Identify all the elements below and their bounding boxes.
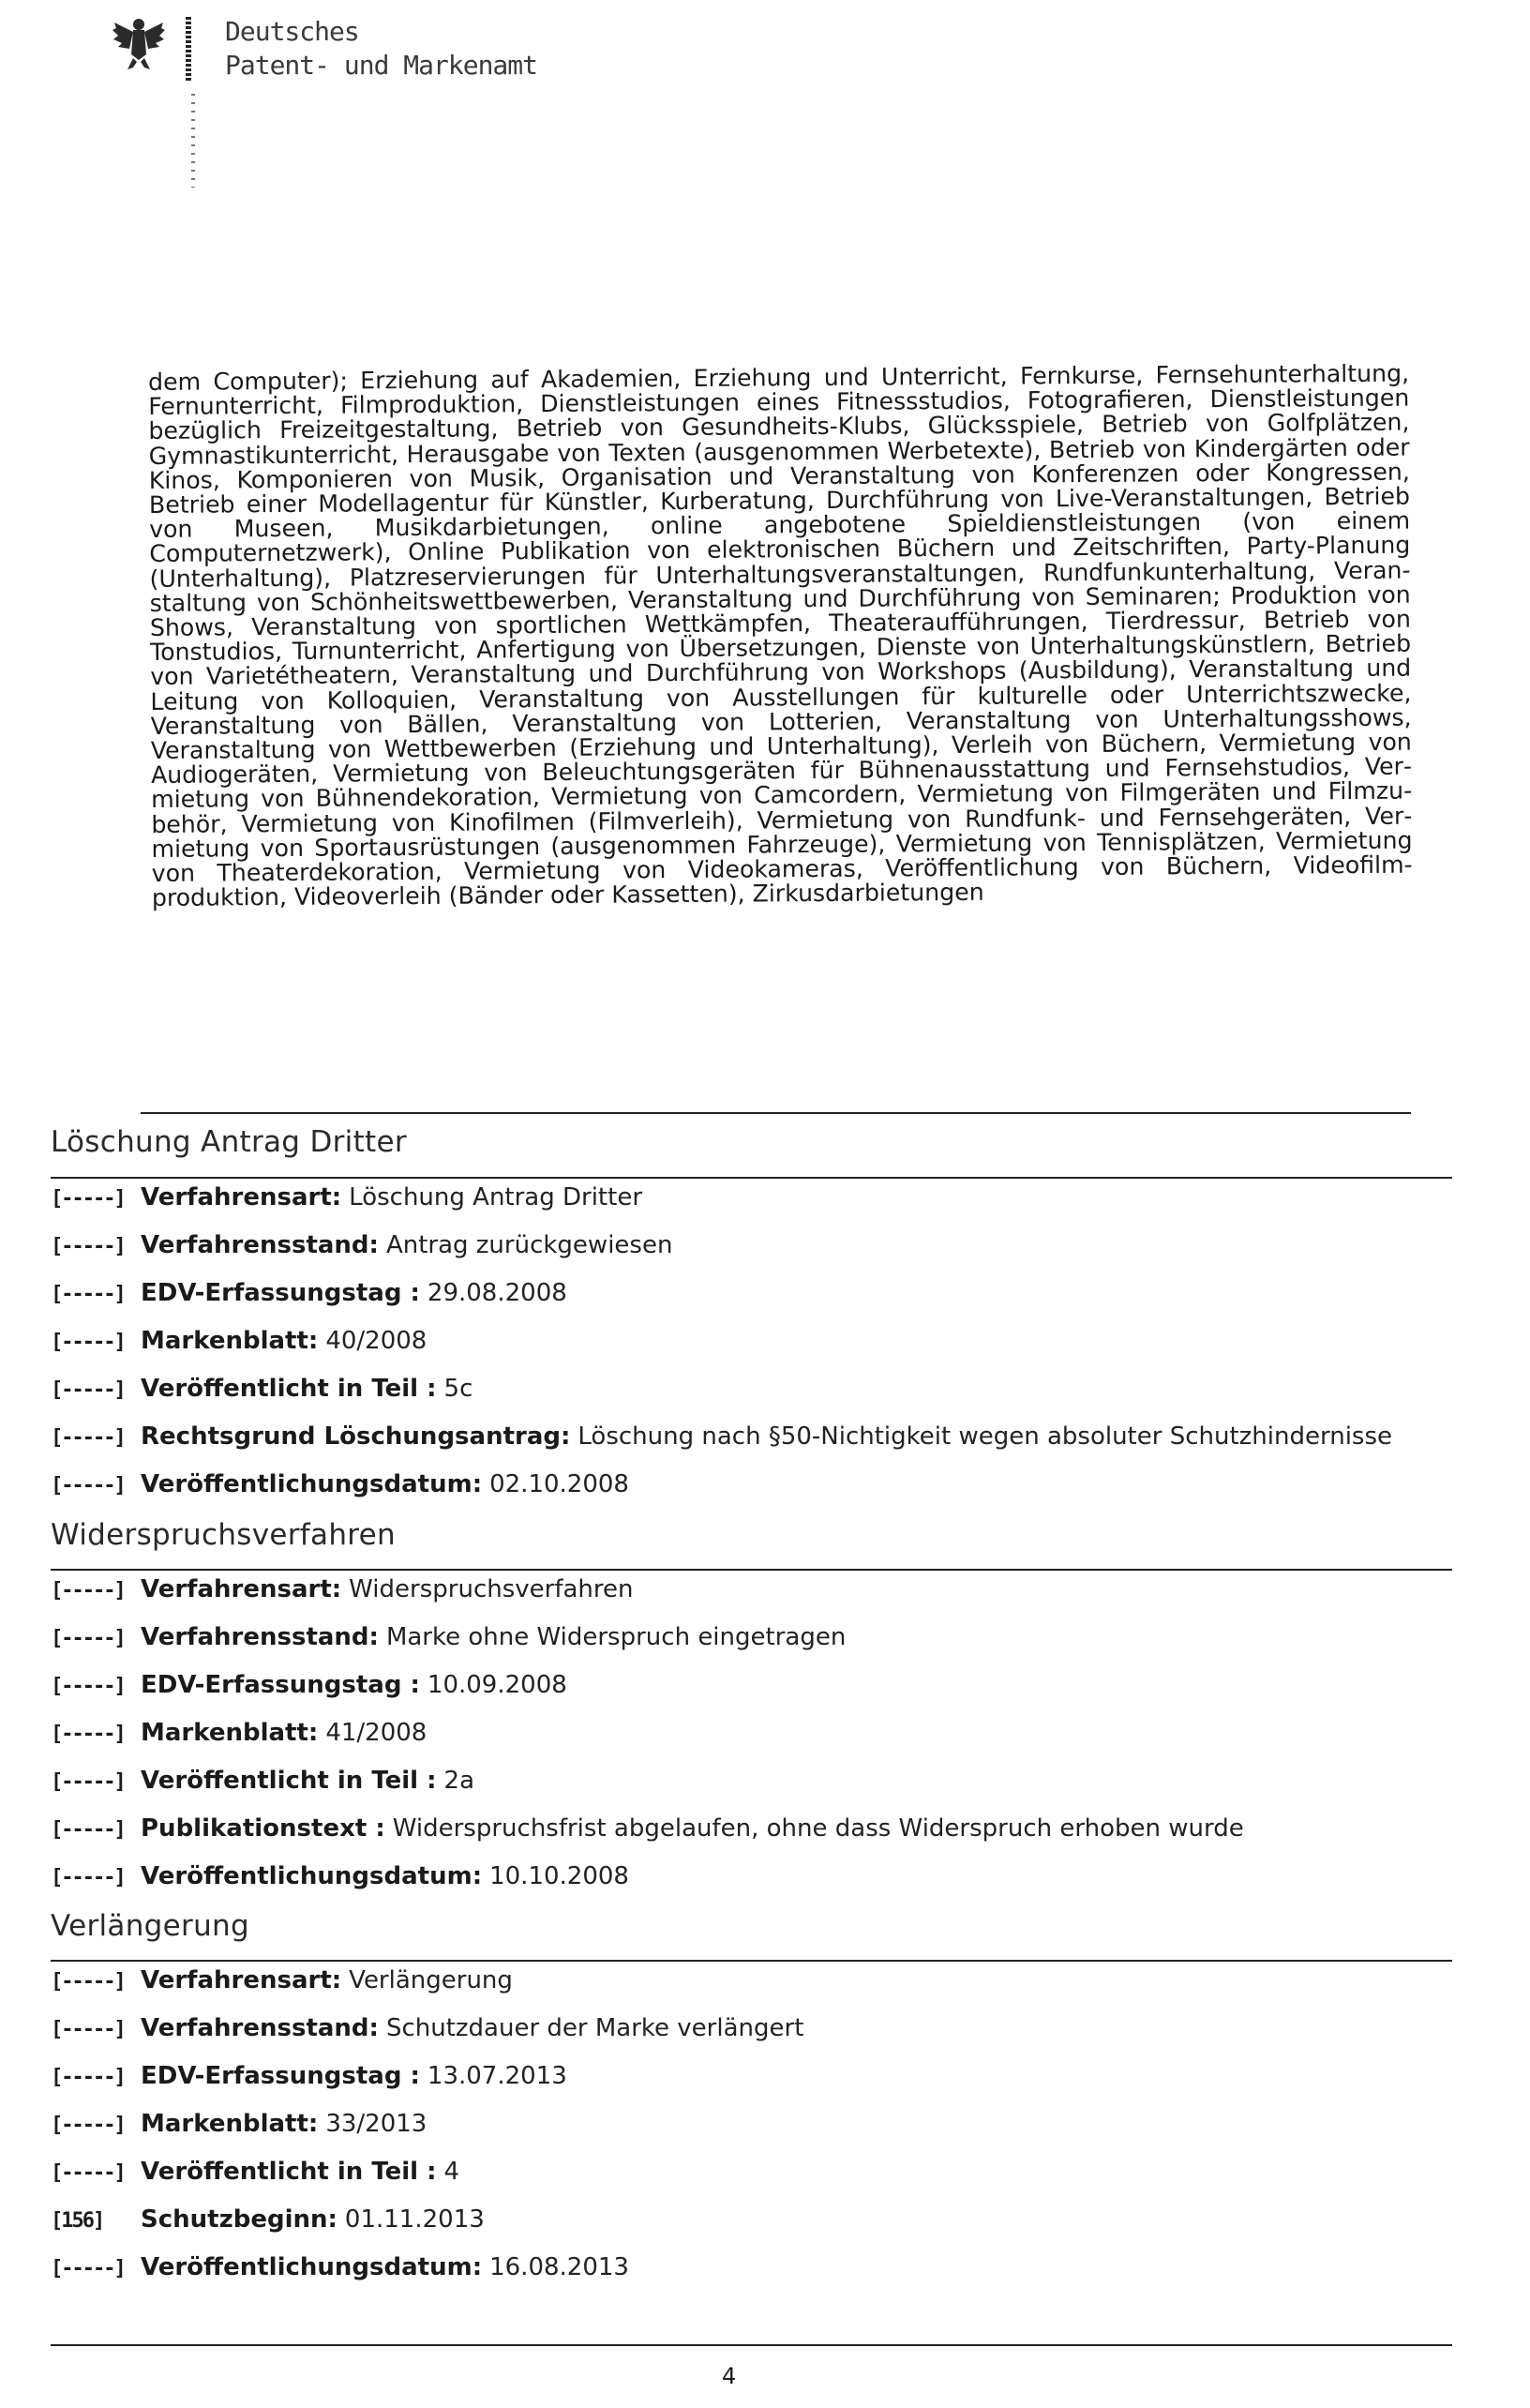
entry-value: Marke ohne Widerspruch eingetragen [385,1623,847,1651]
entry-row [51,1225,1392,1272]
org-name-line2: Patent- und Markenamt [225,50,538,81]
entry-code: [-----] [51,1723,125,1746]
entry-label: Markenblatt: [141,2110,319,2138]
entry-code: [-----] [51,1627,125,1650]
entry-list-verlaengerung [51,1960,803,2295]
entry-label: Verfahrensstand: [141,2014,379,2042]
services-paragraph: dem Computer); Erziehung auf Akademien, Erziehung und Unterricht, Fernkurse, Fernsehunterhaltung, Fernunterricht, Filmproduktion, Dienstleistungen eines Fitnessstudios, Fotografieren, Dienstleistungen bezüglich Freizeitgestaltung, Betrieb von Gesundheits-Klubs, Glücksspiele, Betrieb von Golfplätzen, Gymnastikunterricht, Herausgabe von Texten (ausgenommen Werbetexte), Betrieb von Kindergärten oder Kinos, Komponieren von Musik, Organisation und Veranstaltung von Konferenzen oder Kongressen, Betrieb einer Modellagentur für Künstler, Kurberatung, Durchführung von Live-Veranstaltungen, Betrieb von Museen, Musikdarbietungen, online angebotene Spieldienstleistungen (von einem Computernetzwerk), Online Publikation von elektronischen Büchern und Zeitschriften, Party-Planung (Unterhaltung), Platzreservierungen für Unterhaltungsveranstaltungen, Rundfunkunterhaltung, Veranstaltung von Schönheitswettbewerben, Veranstaltung und Durchführung von Seminaren; Produktion von Shows, Veranstaltung von sportlichen Wettkämpfen, Theateraufführungen, Tierdressur, Betrieb von Tonstudios, Turnunterricht, Anfertigung von Übersetzungen, Dienste von Unterhaltungskünstlern, Betrieb von Varietétheatern, Veranstaltung und Durchführung von Workshops (Ausbildung), Veranstaltung und Leitung von Kolloquien, Veranstaltung von Ausstellungen für kulturelle oder Unterrichtszwecke, Veranstaltung von Bällen, Veranstaltung von Lotterien, Veranstaltung von Unterhaltungsshows, Veranstaltung von Wettbewerben (Erziehung und Unterhaltung), Verleih von Büchern, Vermietung von Audiogeräten, Vermietung von Beleuchtungsgeräten für Bühnenausstattung und Fernsehstudios, Vermietung von Bühnendekoration, Vermietung von Camcordern, Vermietung von Filmgeräten und Filmzubehör, Vermietung von Kinofilmen (Filmverleih), Vermietung von Rundfunk- und Fernsehgeräten, Vermietung von Sportausrüstungen (ausgenommen Fahrzeuge), Vermietung von Tennisplätzen, Vermietung von Theaterdekoration, Vermietung von Videokameras, Veröffentlichung von Büchern, Videofilmproduktion, Videoverleih (Bänder oder Kassetten), Zirkusdarbietungen [147,359,1413,912]
entry-label: Markenblatt: [141,1719,319,1747]
entry-code: [-----] [51,2114,125,2137]
entry-value: Verlängerung [349,1966,513,1994]
entry-value: 13.07.2013 [427,2062,567,2090]
entry-value: Widerspruchsverfahren [349,1575,634,1603]
entry-code: [156] [51,2209,104,2233]
entry-label: Publikationstext : [141,1814,385,1843]
entry-row [51,2247,803,2295]
entry-row [51,1856,1244,1904]
entry-code: [-----] [51,2257,125,2280]
entry-code: [-----] [51,1675,125,1698]
entry-value: 5c [443,1375,473,1403]
entry-label: EDV-Erfassungstag : [141,1671,420,1699]
entry-label: Veröffentlicht in Teil : [141,1375,437,1403]
entry-label: Verfahrensstand: [141,1623,379,1651]
entry-row [51,1177,1392,1225]
entry-code: [-----] [51,1378,125,1402]
entry-code: [-----] [51,1970,125,1994]
org-name [225,15,537,83]
entry-code: [-----] [51,1818,125,1842]
entry-code: [-----] [51,1235,125,1258]
entry-code: [-----] [51,2018,125,2041]
entry-list-widerspruch [51,1569,1244,1904]
entry-row [51,2055,803,2103]
entry-row [51,2103,803,2151]
entry-code: [-----] [51,1770,125,1794]
entry-label: EDV-Erfassungstag : [141,1279,420,1307]
entry-label: Verfahrensstand: [141,1231,379,1259]
entry-row [51,1464,1392,1512]
entry-value: 2a [443,1767,475,1795]
entry-value: 01.11.2013 [344,2205,485,2234]
entry-row [51,1808,1244,1856]
entry-row [51,1617,1244,1664]
section-title-widerspruch: Widerspruchsverfahren [51,1518,396,1552]
federal-eagle-icon [111,13,167,73]
entry-code: [-----] [51,1331,125,1354]
entry-row [51,1272,1392,1320]
entry-code: [-----] [51,2066,125,2089]
entry-row [51,1664,1244,1712]
entry-code: [-----] [51,1474,125,1497]
entry-label: Rechtsgrund Löschungsantrag: [141,1422,571,1451]
entry-row [51,1760,1244,1808]
entry-label: Veröffentlicht in Teil : [141,2158,437,2186]
org-name-line1: Deutsches [225,16,359,47]
entry-label: Veröffentlichungsdatum: [141,1862,483,1890]
entry-row [51,1368,1392,1416]
entry-label: Verfahrensart: [141,1575,342,1603]
entry-code: [-----] [51,1283,125,1306]
entry-label: Markenblatt: [141,1327,319,1355]
entry-row [51,1569,1244,1617]
entry-value: 41/2008 [325,1719,428,1747]
entry-label: Schutzbeginn: [141,2205,338,2234]
entry-value: Löschung nach §50-Nichtigkeit wegen absoluter Schutzhindernisse [578,1422,1393,1451]
section-title-verlaengerung: Verlängerung [51,1909,249,1943]
entry-value: 40/2008 [325,1327,428,1355]
entry-value: 16.08.2013 [489,2253,629,2281]
entry-row [51,2008,803,2055]
entry-value: 10.09.2008 [427,1671,567,1699]
entry-label: Verfahrensart: [141,1183,342,1212]
logo-divider [186,17,191,83]
entry-code: [-----] [51,2161,125,2185]
entry-label: Veröffentlicht in Teil : [141,1767,437,1795]
entry-label: Veröffentlichungsdatum: [141,2253,483,2281]
entry-label: Veröffentlichungsdatum: [141,1470,483,1498]
entry-row [51,1416,1392,1464]
entry-row [51,2199,803,2247]
entry-row [51,1712,1244,1760]
entry-value: 02.10.2008 [489,1470,629,1498]
entry-code: [-----] [51,1426,125,1450]
entry-code: [-----] [51,1866,125,1889]
entry-row [51,1960,803,2008]
entry-value: Löschung Antrag Dritter [349,1183,643,1212]
scan-artifact [191,94,195,188]
entry-code: [-----] [51,1187,125,1211]
footer-divider [51,2344,1452,2346]
entry-row [51,1320,1392,1368]
entry-code: [-----] [51,1579,125,1603]
entry-value: Widerspruchsfrist abgelaufen, ohne dass Widerspruch erhoben wurde [392,1814,1244,1843]
entry-value: 33/2013 [325,2110,428,2138]
section-title-loeschung: Löschung Antrag Dritter [51,1125,407,1159]
entry-value: 4 [443,2158,460,2186]
divider [141,1112,1411,1114]
entry-value: 29.08.2008 [427,1279,567,1307]
entry-list-loeschung [51,1177,1392,1512]
entry-label: Verfahrensart: [141,1966,342,1994]
page-number: 4 [722,2363,737,2389]
entry-value: Antrag zurückgewiesen [385,1231,673,1259]
entry-row [51,2151,803,2199]
entry-value: 10.10.2008 [489,1862,629,1890]
entry-value: Schutzdauer der Marke verlängert [385,2014,804,2042]
entry-label: EDV-Erfassungstag : [141,2062,420,2090]
